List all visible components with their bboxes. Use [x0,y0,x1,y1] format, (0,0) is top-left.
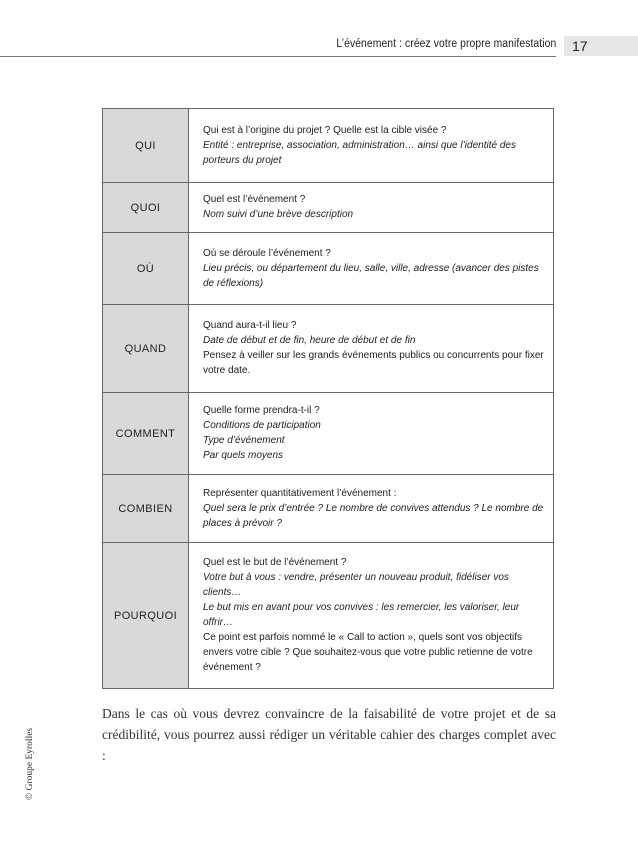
row-label: QUAND [103,305,189,393]
row-content-line: Qui est à l’origine du projet ? Quelle est la cible visée ? [203,124,447,136]
row-content-line: Le but mis en avant pour vos convives : les remercier, les valoriser, leur offrir… [203,602,520,628]
table-row [103,543,554,689]
row-content-line: Entité : entreprise, association, administration… ainsi que l’identité des porteurs du projet [203,139,516,166]
row-content [189,305,554,393]
chapter-title: L’événement : créez votre propre manifestation [336,38,556,50]
running-header [0,36,638,56]
row-content-line: Par quels moyens [203,450,284,461]
table-row [103,183,554,233]
row-content-line: Où se déroule l’événement ? [203,247,331,259]
row-content-line: Lieu précis, ou département du lieu, salle, ville, adresse (avancer des pistes de réflexions) [203,262,539,289]
row-content [189,475,554,543]
questions-table-body [103,109,554,689]
row-label: COMMENT [103,393,189,475]
table-row [103,109,554,183]
questions-table [102,108,554,689]
row-label: QUOI [103,183,189,233]
header-rule [0,56,556,57]
row-label: QUI [103,109,189,183]
copyright-credit: © Groupe Eyrolles [25,727,35,800]
row-content-line: Quel est l’événement ? [203,194,306,205]
row-content-line: Quand aura-t-il lieu ? [203,320,297,331]
page-number-box [564,36,638,56]
row-content-line: Votre but à vous : vendre, présenter un nouveau produit, fidéliser vos clients… [203,572,509,598]
row-content-line: Pensez à veiller sur les grands événements publics ou concurrents pour fixer votre date. [203,350,544,376]
row-content [189,183,554,233]
row-label: POURQUOI [103,543,189,689]
row-content-line: Type d’événement [203,435,285,446]
page-number: 17 [572,38,588,54]
body-paragraph: Dans le cas où vous devrez convaincre de la faisabilité de votre projet et de sa crédibilité, vous pourrez aussi rédiger un véritable cahier des charges complet avec : [102,706,556,763]
row-content [189,233,554,305]
table-row [103,233,554,305]
row-label: OÙ [103,233,189,305]
row-content [189,543,554,689]
row-content-line: Date de début et de fin, heure de début et de fin [203,335,416,346]
row-content-line: Nom suivi d’une brève description [203,209,354,220]
row-content-line: Représenter quantitativement l’événement : [203,487,397,499]
table-row [103,393,554,475]
table-row [103,475,554,543]
row-label: COMBIEN [103,475,189,543]
row-content-line: Ce point est parfois nommé le « Call to action », quels sont vos objectifs envers votre cible ? Que souhaitez-vous que votre public retienne de votre événement ? [203,632,533,673]
row-content [189,393,554,475]
row-content-line: Quel sera le prix d’entrée ? Le nombre de convives attendus ? Le nombre de places à prévoir ? [203,502,544,529]
row-content-line: Quel est le but de l’événement ? [203,557,347,568]
row-content-line: Conditions de participation [203,420,321,431]
table-row [103,305,554,393]
row-content [189,109,554,183]
row-content-line: Quelle forme prendra-t-il ? [203,405,320,416]
